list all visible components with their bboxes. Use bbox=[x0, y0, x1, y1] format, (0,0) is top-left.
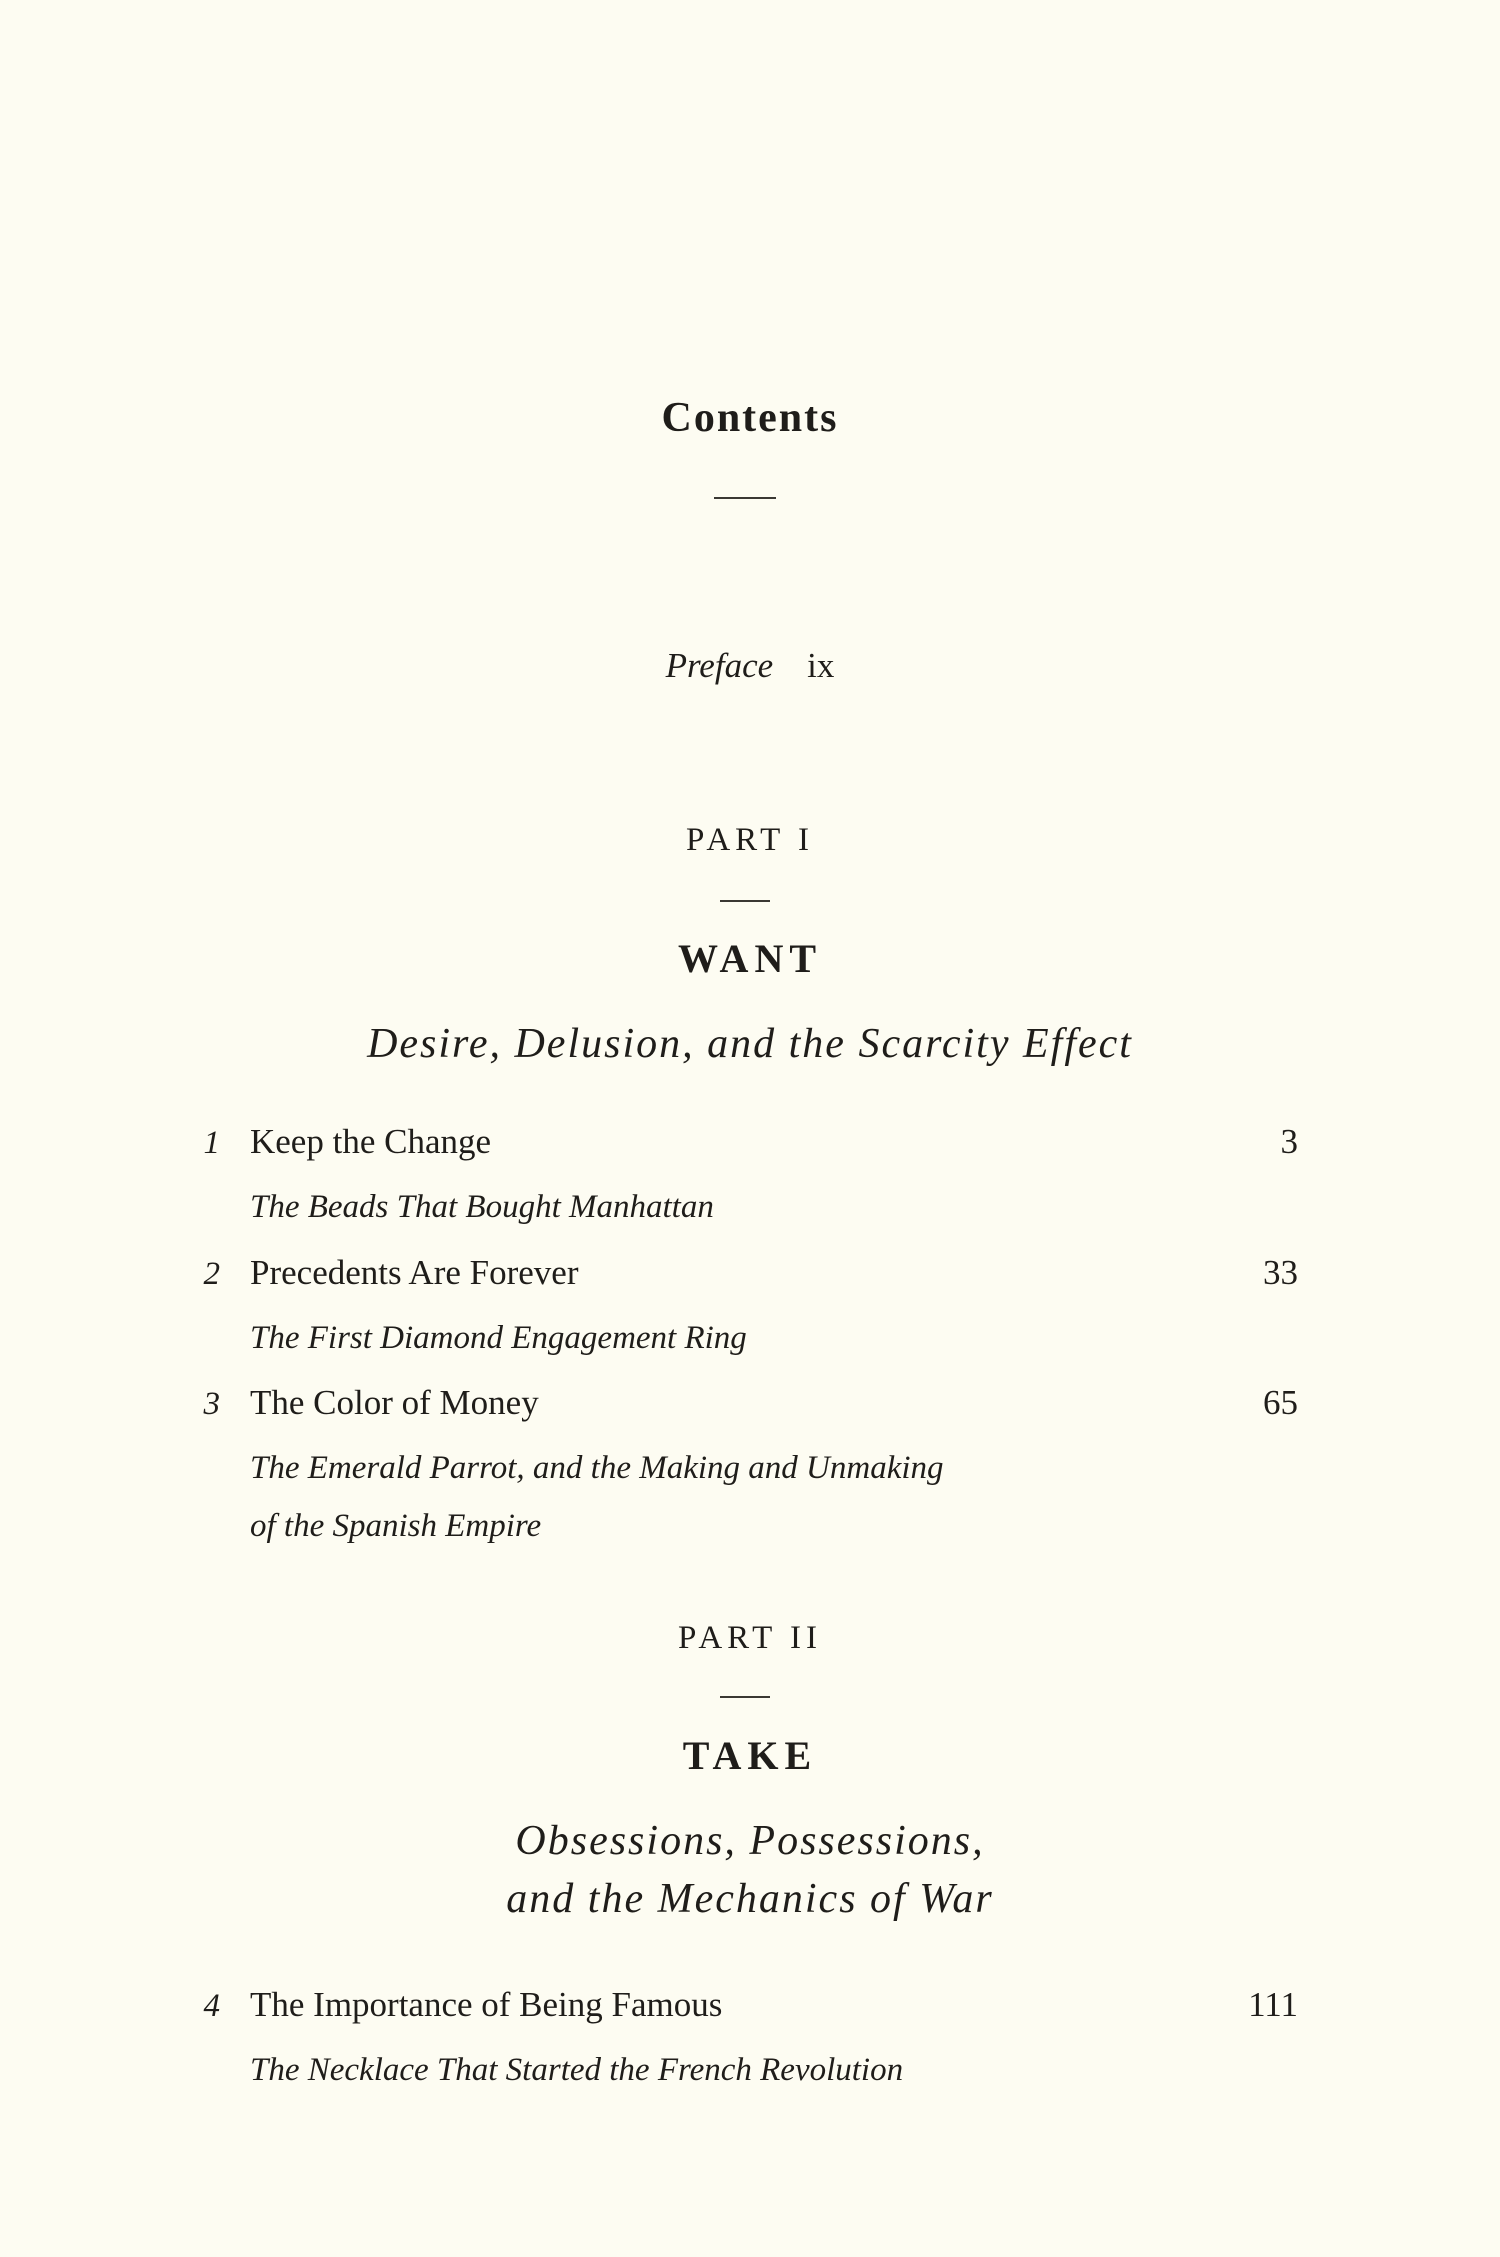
chapter-2-title[interactable]: Precedents Are Forever bbox=[250, 1253, 579, 1292]
chapter-3-page: 65 bbox=[1263, 1383, 1298, 1422]
part-1-subtitle: Desire, Delusion, and the Scarcity Effect bbox=[367, 1021, 1133, 1067]
part-2-title: TAKE bbox=[682, 1733, 818, 1778]
part-1-divider bbox=[720, 900, 770, 902]
chapter-1-number: 1 bbox=[203, 1125, 220, 1161]
preface-entry[interactable] bbox=[0, 646, 1500, 686]
chapter-1-subtitle: The Beads That Bought Manhattan bbox=[250, 1189, 714, 1225]
part-1-title: WANT bbox=[677, 936, 823, 981]
chapter-2-subtitle: The First Diamond Engagement Ring bbox=[250, 1320, 747, 1356]
chapter-2-page: 33 bbox=[1263, 1253, 1298, 1292]
preface-label: Preface bbox=[665, 646, 774, 685]
chapter-4-page: 111 bbox=[1248, 1985, 1298, 2024]
chapter-2-number: 2 bbox=[203, 1256, 220, 1292]
chapter-3-title[interactable]: The Color of Money bbox=[250, 1383, 539, 1422]
page-title: Contents bbox=[661, 395, 839, 441]
chapter-3-subtitle-line-2: of the Spanish Empire bbox=[250, 1508, 542, 1544]
chapter-3-number: 3 bbox=[203, 1386, 220, 1422]
part-1-label: PART I bbox=[686, 822, 814, 858]
preface-page: ix bbox=[807, 646, 835, 685]
chapter-1-title[interactable]: Keep the Change bbox=[250, 1122, 492, 1161]
chapter-1-page: 3 bbox=[1280, 1122, 1298, 1161]
part-2-subtitle-line-1: Obsessions, Possessions, bbox=[515, 1818, 985, 1864]
part-2-label: PART II bbox=[678, 1620, 822, 1656]
title-divider bbox=[714, 497, 776, 499]
chapter-3-subtitle-line-1: The Emerald Parrot, and the Making and Unmaking bbox=[250, 1450, 944, 1486]
part-2-divider bbox=[720, 1696, 770, 1698]
chapter-4-subtitle: The Necklace That Started the French Revolution bbox=[250, 2052, 904, 2088]
part-2-subtitle-line-2: and the Mechanics of War bbox=[506, 1876, 994, 1922]
chapter-4-number: 4 bbox=[203, 1988, 220, 2024]
chapter-4-title[interactable]: The Importance of Being Famous bbox=[250, 1985, 723, 2024]
